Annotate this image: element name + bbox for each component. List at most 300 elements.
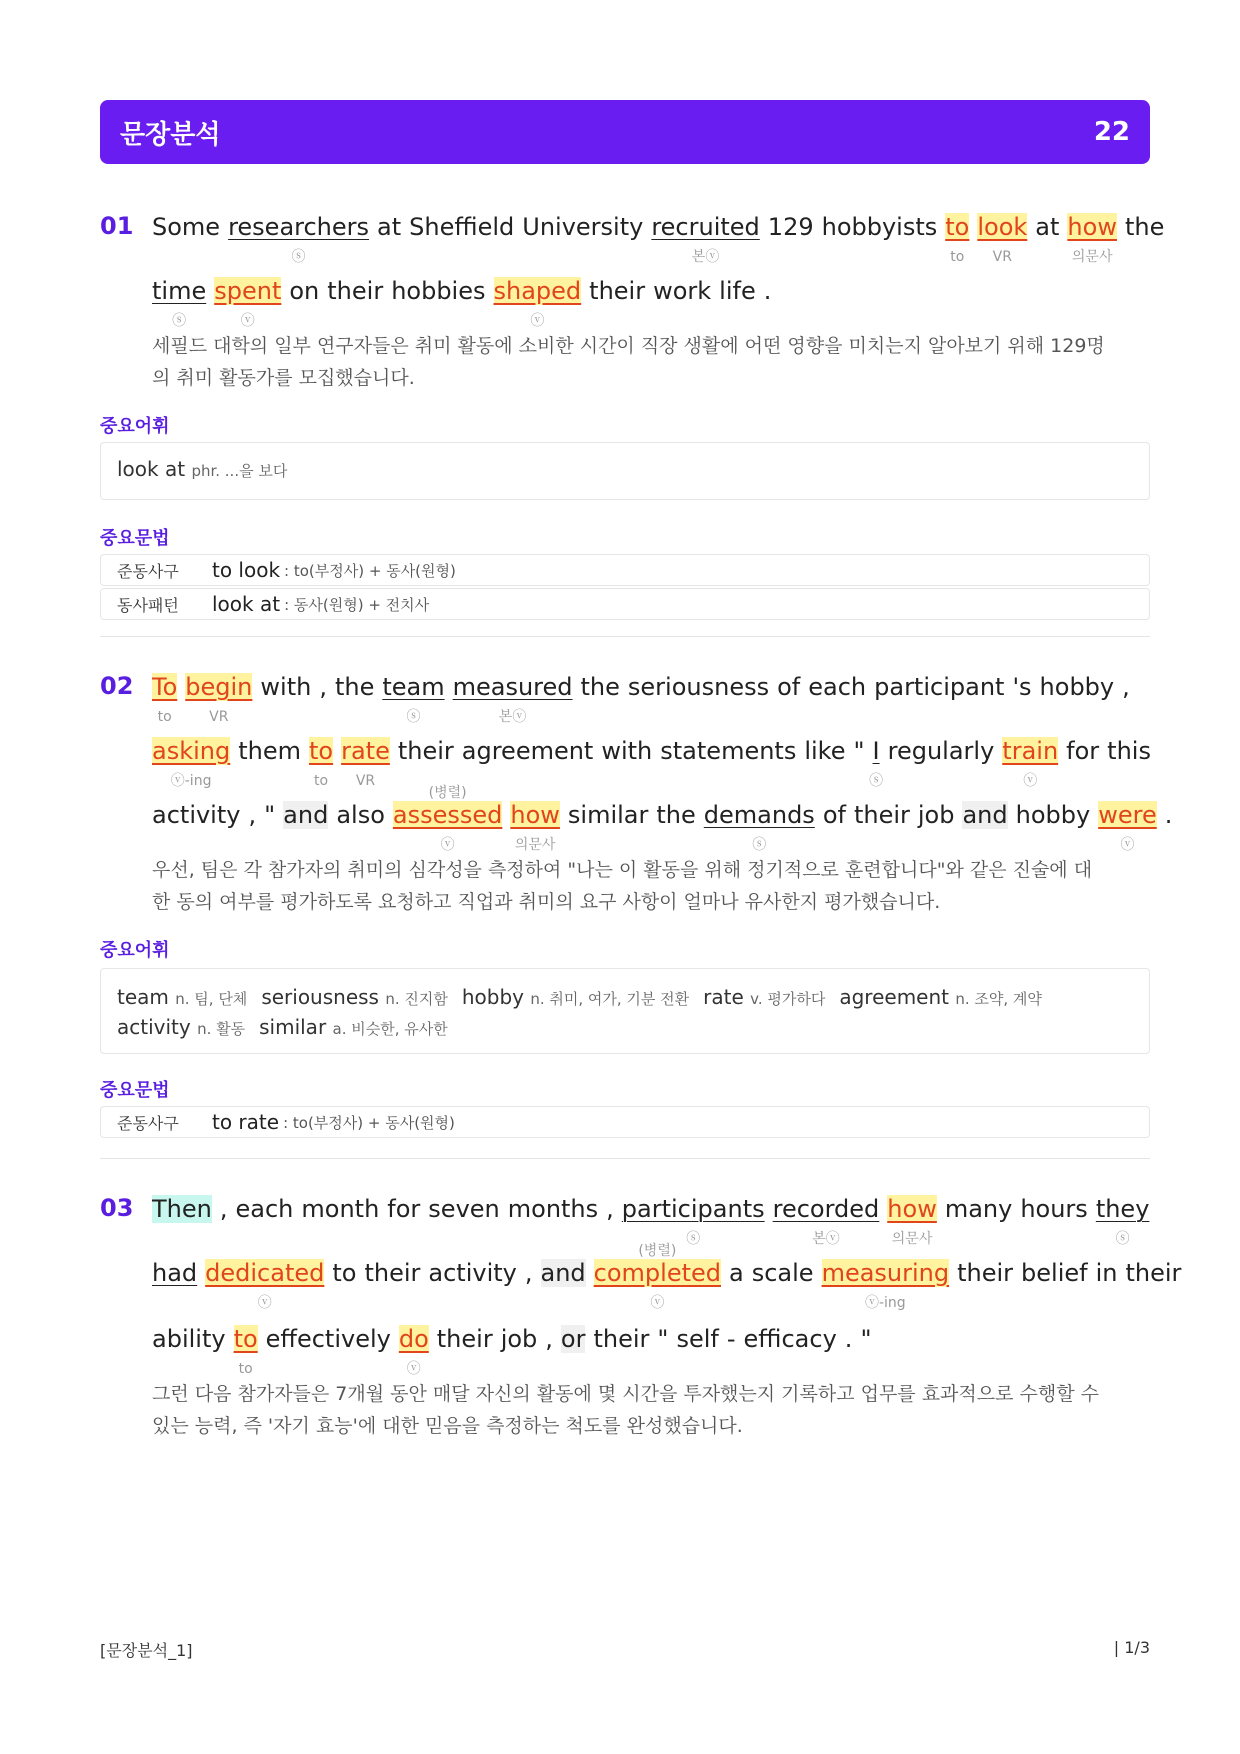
word (1125, 1258, 1181, 1288)
word-text: how (887, 1195, 937, 1223)
word-text: agreement (461, 737, 594, 765)
word-text: rate (341, 737, 390, 765)
grammar-tag: ⓥ (257, 1295, 272, 1311)
grammar-key: 준동사구 (117, 561, 179, 581)
word (657, 1324, 668, 1354)
word-text: measuring (821, 1259, 950, 1287)
word-text: " (853, 737, 865, 765)
grammar-tag: ⓢ (686, 1231, 701, 1247)
word (719, 276, 756, 306)
vocab-word: team (117, 985, 176, 1009)
word (264, 800, 275, 830)
sentence-line (152, 736, 1159, 802)
word (248, 800, 256, 830)
word-text: , (606, 1195, 614, 1223)
word (152, 276, 207, 329)
word (152, 672, 178, 725)
word (335, 672, 374, 702)
grammar-tag: 의문사 (514, 837, 556, 853)
word-text: each (808, 673, 867, 701)
word-text: participants (621, 1195, 765, 1223)
page-number-badge: 22 (1093, 117, 1130, 147)
word-text: with (601, 737, 653, 765)
vocab-item (117, 1013, 259, 1043)
word (1107, 736, 1151, 766)
word (289, 276, 319, 306)
word (656, 800, 695, 830)
vocab-word: hobby (461, 985, 531, 1009)
word (301, 1194, 379, 1224)
word (309, 736, 334, 789)
word (152, 1324, 226, 1354)
word-text: demands (703, 801, 815, 829)
grammar-heading: 중요문법 (100, 528, 170, 549)
word-text: Sheffield (409, 213, 515, 241)
vocab-heading: 중요어휘 (100, 416, 170, 437)
word (845, 1324, 853, 1354)
word (869, 736, 884, 789)
word-text: to (233, 1325, 258, 1353)
word (621, 1194, 765, 1247)
word-text: , (219, 1195, 228, 1223)
word (581, 672, 620, 702)
word-text: at (377, 213, 402, 241)
word (377, 212, 401, 242)
grammar-tag: to (238, 1361, 253, 1377)
word (727, 1324, 736, 1354)
footer-label: [문장분석_1] (100, 1641, 193, 1660)
page-title: 문장분석 (120, 119, 221, 150)
word-text: the (656, 801, 696, 829)
word-text: job (500, 1325, 538, 1353)
grammar-tag: 본ⓥ (691, 249, 720, 265)
word-text: do (398, 1325, 429, 1353)
parallel-tag: (병렬) (428, 785, 467, 801)
vocab-box (100, 442, 1150, 500)
word-text: of (822, 801, 846, 829)
word-text: to (945, 213, 970, 241)
word-text: their (593, 1325, 650, 1353)
word (152, 800, 240, 830)
sentence-line (152, 672, 1138, 738)
word-text: researchers (228, 213, 370, 241)
word (1067, 212, 1117, 265)
word (945, 212, 970, 265)
word-text: to (332, 1259, 357, 1287)
word-text: hours (1020, 1195, 1088, 1223)
page-header (100, 100, 1150, 164)
word-text: Then (152, 1195, 212, 1223)
word-text: Some (152, 213, 221, 241)
grammar-tag: ⓢ (172, 313, 187, 329)
grammar-tag: ⓥ (440, 837, 455, 853)
word-text: scale (751, 1259, 814, 1287)
vocab-item (117, 457, 301, 481)
word-text: - (726, 1325, 736, 1353)
sentence-number: 02 (100, 672, 134, 700)
grammar-tag: ⓥ (650, 1295, 665, 1311)
word-text: recruited (651, 213, 760, 241)
word-text: time (152, 277, 207, 305)
word (1125, 212, 1164, 242)
word-text: at (1035, 213, 1060, 241)
word (152, 1258, 197, 1288)
word (744, 1324, 837, 1354)
word-text: activity (152, 801, 241, 829)
vocab-box (100, 968, 1150, 1054)
word-text: the (334, 673, 375, 701)
grammar-row (100, 1106, 1150, 1138)
sentence-number: 01 (100, 212, 134, 240)
grammar-tag: ⓢ (752, 837, 767, 853)
word-text: " (860, 1325, 872, 1353)
vocab-word: agreement (839, 985, 956, 1009)
grammar-description: : to(부정사) + 동사(원형) (283, 1113, 455, 1132)
word-text: participant (874, 673, 1005, 701)
word (1012, 672, 1031, 702)
word (493, 276, 582, 329)
word (398, 1324, 429, 1377)
translation: 그런 다음 참가자들은 7개월 동안 매달 자신의 활동에 몇 시간을 투자했는지 기록하고 업무를 효과적으로 수행할 수 있는 능력, 즉 '자기 효능'에 대한 믿음을 측정하는 척도를 완성했습니다. (152, 1383, 1099, 1437)
word (214, 276, 282, 329)
word-text: how (510, 801, 560, 829)
word-text: I (872, 737, 880, 765)
word (887, 1194, 937, 1247)
word (336, 800, 385, 830)
word (228, 212, 370, 265)
word-text: work (653, 277, 712, 305)
word-text: assessed (392, 801, 503, 829)
word (977, 212, 1028, 265)
word (525, 1258, 533, 1288)
word-text: " (264, 801, 276, 829)
vocab-meaning: phr. ...을 보다 (191, 462, 288, 480)
word-text: for (387, 1195, 421, 1223)
grammar-tag: 의문사 (1071, 249, 1113, 265)
word-text: or (560, 1325, 586, 1353)
parallel-tag: (병렬) (638, 1243, 677, 1259)
word-text: seriousness (627, 673, 770, 701)
vocab-meaning: a. 비슷한, 유사한 (332, 1020, 448, 1038)
grammar-tag: VR (992, 249, 1012, 265)
vocab-meaning: n. 조약, 계약 (955, 990, 1042, 1008)
word (768, 212, 814, 242)
word (382, 672, 445, 725)
word-text: University (522, 213, 644, 241)
word-text: , (545, 1325, 553, 1353)
grammar-expression: look at (212, 592, 281, 616)
word-text: their (1125, 1259, 1182, 1287)
vocab-item (839, 983, 1056, 1013)
word (266, 1324, 391, 1354)
word-text: and (283, 801, 329, 829)
word-text: belief (1021, 1259, 1088, 1287)
word-text: seven (428, 1195, 500, 1223)
word-text: measured (452, 673, 573, 701)
word (628, 672, 769, 702)
word-text: effectively (265, 1325, 391, 1353)
vocab-item (117, 983, 261, 1013)
word-text: with (260, 673, 312, 701)
word-text: train (1002, 737, 1059, 765)
word (1098, 800, 1157, 853)
word (764, 276, 772, 306)
word-text: were (1098, 801, 1157, 829)
word (772, 1194, 880, 1247)
vocab-meaning: n. 진지함 (385, 990, 448, 1008)
grammar-description: : 동사(원형) + 전치사 (284, 595, 430, 614)
word (236, 1194, 294, 1224)
word (428, 1194, 499, 1224)
word (319, 672, 327, 702)
word-text: how (1067, 213, 1117, 241)
word (1165, 800, 1173, 830)
sentence-line (152, 1243, 1189, 1324)
word-text: self (676, 1325, 719, 1353)
word (860, 1324, 871, 1354)
word (522, 212, 643, 242)
word (651, 212, 760, 265)
word-text: job (917, 801, 955, 829)
grammar-tag: VR (209, 709, 229, 725)
grammar-expression: to rate (212, 1110, 280, 1134)
word (220, 1194, 228, 1224)
word-text: , (524, 1259, 533, 1287)
word-text: months (507, 1195, 599, 1223)
vocab-item (462, 983, 703, 1013)
vocab-meaning: n. 취미, 여가, 기분 전환 (530, 990, 690, 1008)
word-text: the (1124, 213, 1165, 241)
grammar-heading: 중요문법 (100, 1080, 170, 1101)
word (752, 1258, 814, 1288)
word-text: their (589, 277, 646, 305)
word-text: dedicated (205, 1259, 325, 1287)
vocab-item (259, 1013, 462, 1043)
word-text: in (1095, 1259, 1118, 1287)
vocab-meaning: n. 팀, 단체 (175, 990, 248, 1008)
word-text: completed (593, 1259, 721, 1287)
word (854, 800, 910, 830)
word (409, 212, 514, 242)
word-text: spent (214, 277, 282, 305)
word (568, 800, 648, 830)
word (1035, 212, 1059, 242)
vocab-heading: 중요어휘 (100, 940, 170, 961)
word (510, 800, 560, 853)
grammar-key: 준동사구 (117, 1113, 179, 1133)
word-text: on (289, 277, 320, 305)
grammar-tag: ⓥ (530, 313, 545, 329)
word-text: their (364, 1259, 421, 1287)
word (962, 800, 1007, 830)
word (391, 276, 485, 306)
vocab-word: activity (117, 1015, 198, 1039)
word (1095, 1194, 1150, 1247)
word-text: ability (152, 1325, 226, 1353)
word-text: their (327, 277, 384, 305)
word-text: a (729, 1259, 744, 1287)
word-text: To (152, 673, 178, 701)
word-text: , (1122, 673, 1130, 701)
grammar-tag: ⓢ (1115, 1231, 1130, 1247)
word (589, 276, 645, 306)
grammar-expression: to look (212, 558, 281, 582)
vocab-word: rate (703, 985, 751, 1009)
word (1066, 736, 1099, 766)
word-text: the (580, 673, 620, 701)
word (398, 736, 454, 766)
word-text: hobby (1015, 801, 1091, 829)
grammar-tag: ⓢ (406, 709, 421, 725)
word-text: look (977, 213, 1028, 241)
word-text: hobbies (391, 277, 486, 305)
word-text: life (719, 277, 756, 305)
word-text: asking (152, 737, 231, 765)
grammar-key: 동사패턴 (117, 595, 179, 615)
word (918, 800, 955, 830)
word-text: many (944, 1195, 1013, 1223)
word-text: month (301, 1195, 380, 1223)
word-text: team (382, 673, 445, 701)
grammar-tag: to (950, 249, 965, 265)
word-text: " (657, 1325, 669, 1353)
word-text: regularly (887, 737, 995, 765)
word (822, 212, 938, 242)
word (508, 1194, 598, 1224)
word (1002, 736, 1059, 789)
vocab-word: look at (117, 457, 192, 481)
word-text: each (235, 1195, 294, 1223)
word-text: hobby (1039, 673, 1115, 701)
grammar-tag: ⓢ (291, 249, 306, 265)
word (808, 672, 866, 702)
word (1122, 672, 1130, 702)
word (205, 1258, 325, 1311)
divider (100, 636, 1150, 637)
word (957, 1258, 1013, 1288)
translation: 우선, 팀은 각 참가자의 취미의 심각성을 측정하여 "나는 이 활동을 위해 정기적으로 훈련합니다"와 같은 진술에 대한 동의 여부를 평가하도록 요청하고 직업과 취미의 요구 사항이 얼마나 유사한지 평가했습니다. (152, 859, 1093, 913)
word (545, 1324, 553, 1354)
word (593, 1324, 649, 1354)
word-text: like (804, 737, 846, 765)
word (1040, 672, 1115, 702)
grammar-row (100, 554, 1150, 586)
word (238, 736, 301, 766)
word (501, 1324, 538, 1354)
word (152, 212, 220, 242)
grammar-tag: ⓥ-ing (864, 1295, 906, 1311)
word (1020, 1194, 1087, 1224)
grammar-tag: ⓥ (1120, 837, 1135, 853)
vocab-item (703, 983, 839, 1013)
word (593, 1243, 721, 1311)
vocab-word: seriousness (261, 985, 386, 1009)
word-text: their (436, 1325, 493, 1353)
word (606, 1194, 614, 1224)
word (437, 1324, 493, 1354)
word-text: hobbyists (821, 213, 938, 241)
word-text: and (540, 1259, 586, 1287)
vocab-item (261, 983, 462, 1013)
word (152, 736, 231, 789)
word (428, 1258, 516, 1288)
word-text: similar (567, 801, 649, 829)
vocab-meaning: v. 평가하다 (750, 990, 826, 1008)
grammar-tag: 본ⓥ (812, 1231, 840, 1247)
word (462, 736, 594, 766)
word (185, 672, 253, 725)
word (945, 1194, 1013, 1224)
word (777, 672, 800, 702)
word-text: their (397, 737, 454, 765)
word-text: this (1107, 737, 1151, 765)
word-text: , (248, 801, 257, 829)
word (888, 736, 995, 766)
divider (100, 1158, 1150, 1159)
grammar-tag: ⓥ (240, 313, 255, 329)
word (821, 1258, 950, 1311)
word-text: them (238, 737, 301, 765)
word (452, 672, 573, 725)
word (152, 1194, 212, 1224)
grammar-tag: ⓥ (1023, 773, 1038, 789)
grammar-tag: ⓢ (869, 773, 884, 789)
word (327, 276, 383, 306)
word-text: efficacy (743, 1325, 837, 1353)
word (729, 1258, 744, 1288)
word (804, 736, 845, 766)
word (1021, 1258, 1088, 1288)
grammar-tag: ⓥ (406, 1361, 421, 1377)
word-text: activity (428, 1259, 517, 1287)
word (1016, 800, 1091, 830)
footer-page: | 1/3 (1113, 1638, 1150, 1657)
word (260, 672, 311, 702)
word (823, 800, 846, 830)
word (874, 672, 1004, 702)
word-text: 's (1012, 673, 1032, 701)
word-text: for (1066, 737, 1100, 765)
word-text: . (763, 277, 772, 305)
word (364, 1258, 420, 1288)
word (703, 800, 815, 853)
word (1096, 1258, 1118, 1288)
word-text: . (844, 1325, 853, 1353)
word-text: begin (185, 673, 253, 701)
grammar-tag: to (157, 709, 172, 725)
word-text: statements (660, 737, 797, 765)
sentence-line (152, 212, 1172, 278)
word (561, 1324, 586, 1354)
grammar-description: : to(부정사) + 동사(원형) (284, 561, 456, 580)
word (660, 736, 796, 766)
word-text: had (152, 1259, 198, 1287)
vocab-meaning: n. 활동 (197, 1020, 246, 1038)
grammar-tag: to (314, 773, 329, 789)
word (332, 1258, 356, 1288)
sentence-number: 03 (100, 1194, 134, 1222)
word (283, 800, 328, 830)
word (387, 1194, 420, 1224)
grammar-tag: 의문사 (891, 1231, 933, 1247)
grammar-tag: VR (355, 773, 376, 789)
grammar-row (100, 588, 1150, 620)
word-text: and (962, 801, 1008, 829)
grammar-tag: 본ⓥ (498, 709, 527, 725)
word (601, 736, 652, 766)
word (541, 1258, 586, 1288)
word-text: of (777, 673, 801, 701)
